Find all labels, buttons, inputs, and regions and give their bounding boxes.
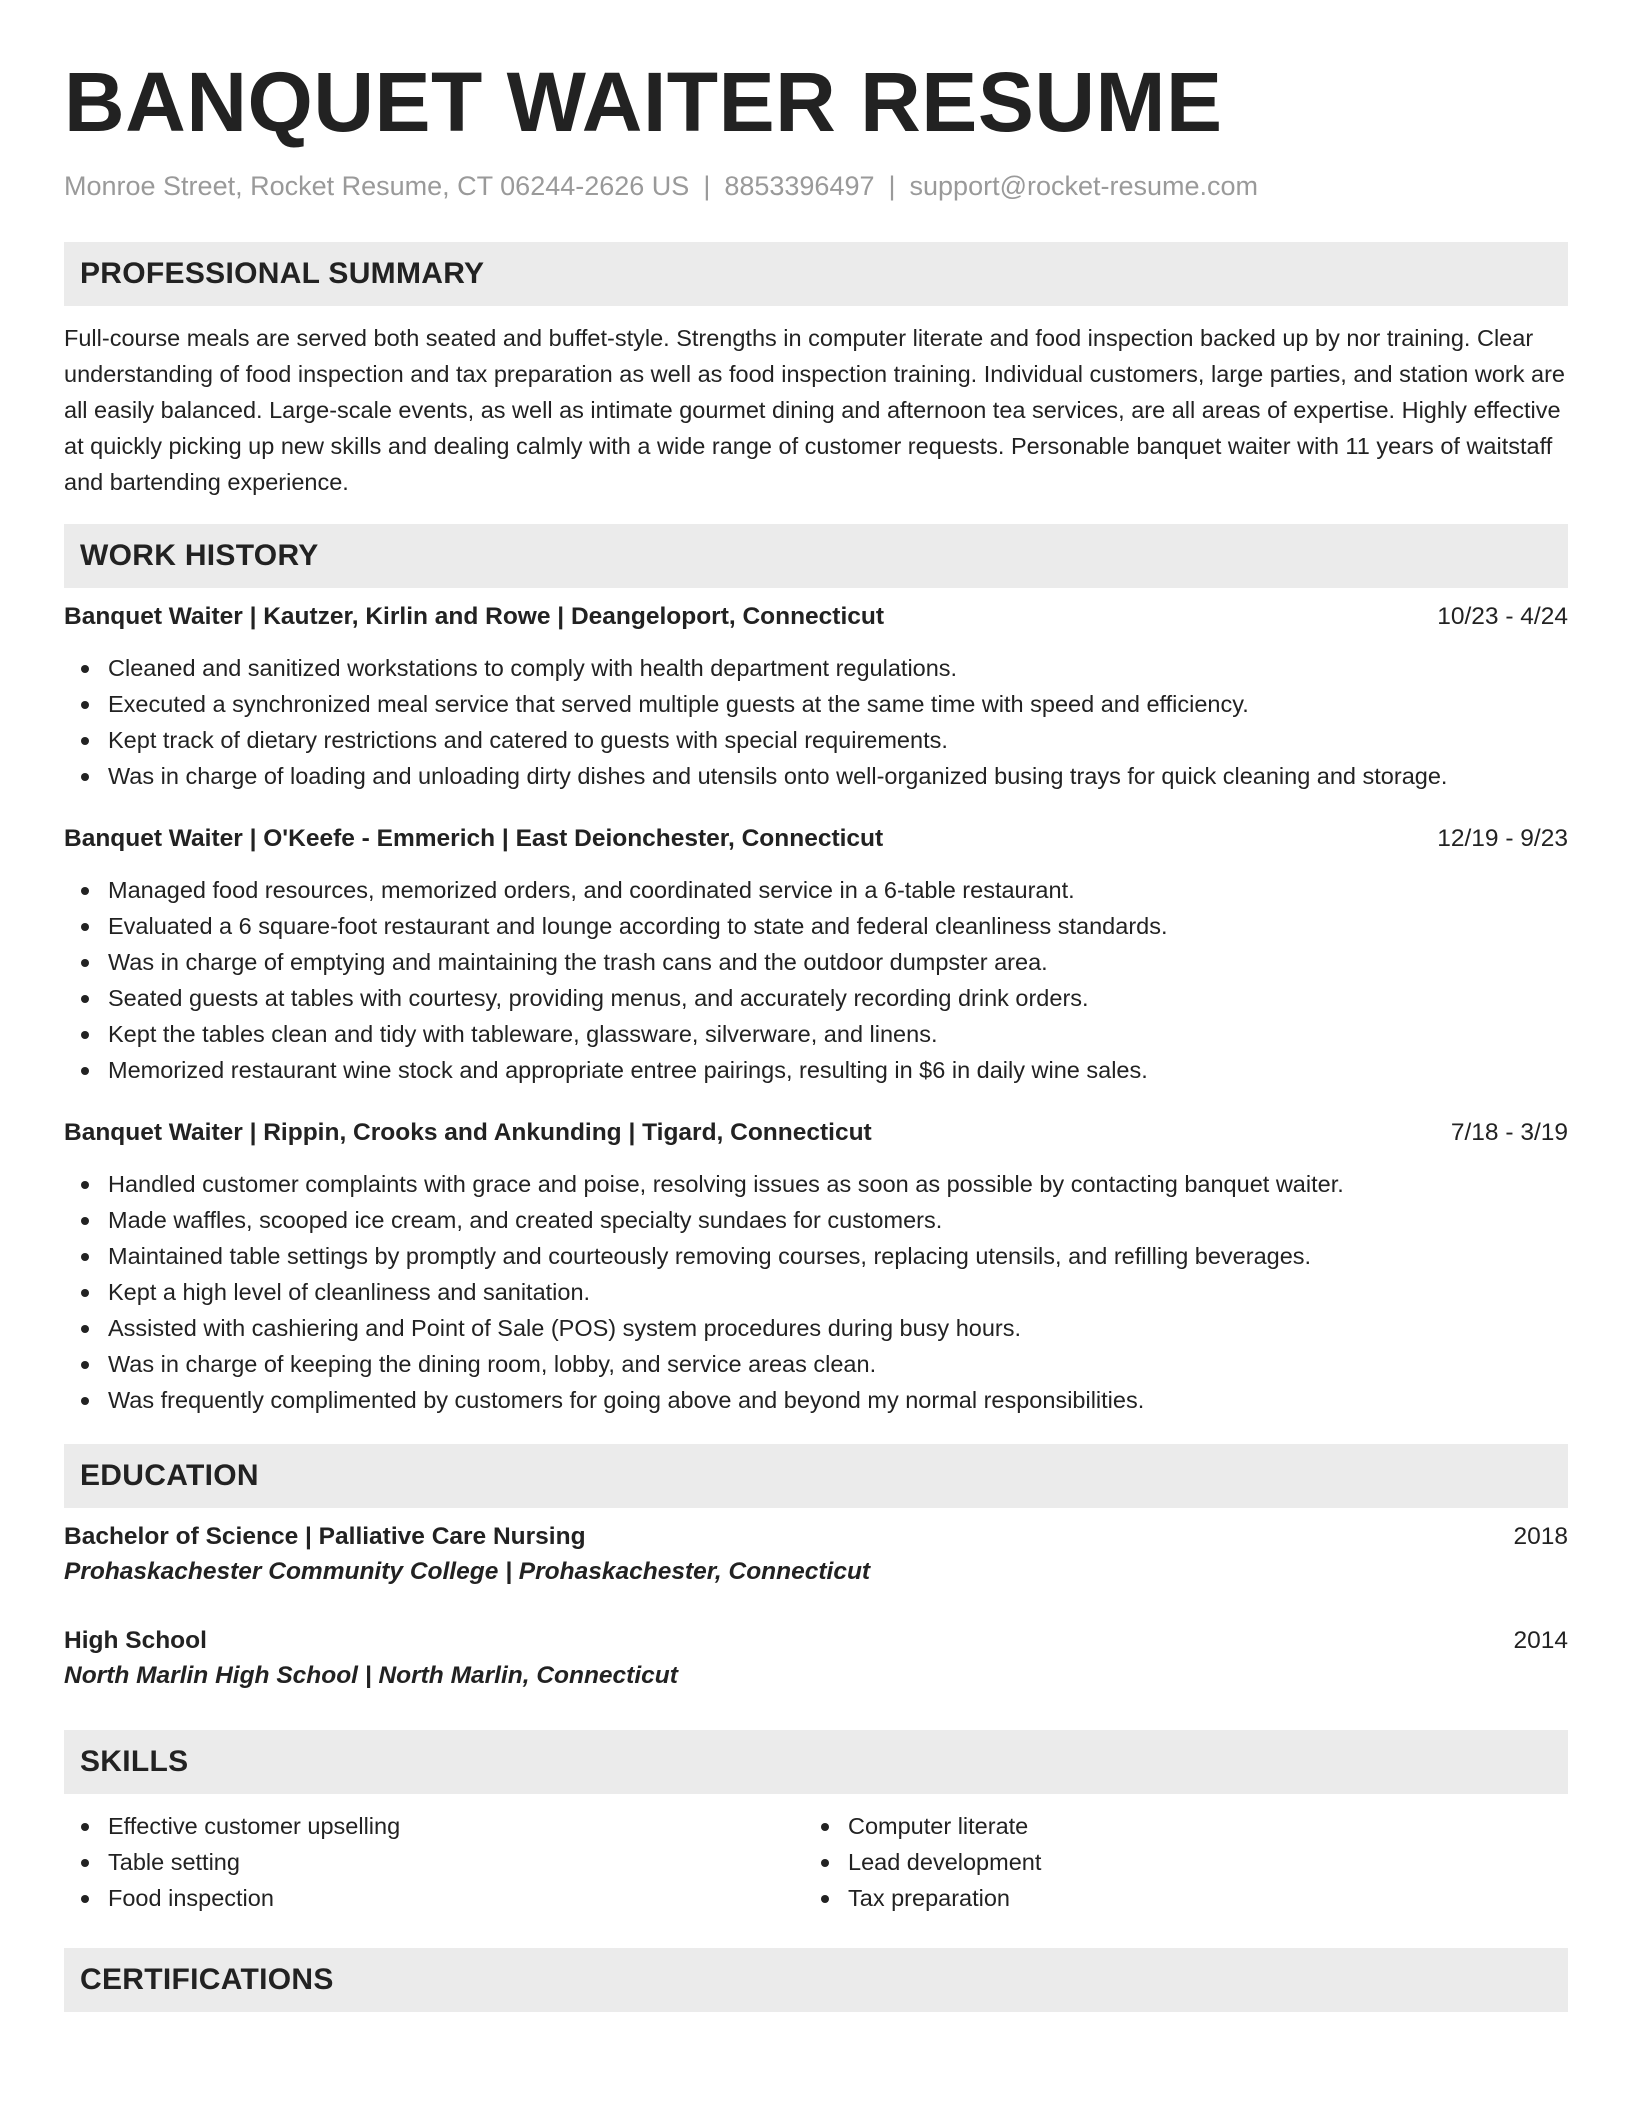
job-bullets: [64, 1166, 1568, 1418]
education-header: [64, 1624, 1568, 1658]
skill-item: Lead development: [804, 1844, 1544, 1880]
list-item: Kept track of dietary restrictions and catered to guests with special requirements.: [64, 722, 1568, 758]
education-degree: Bachelor of Science | Palliative Care Nursing: [64, 1523, 586, 1550]
list-item: Executed a synchronized meal service that served multiple guests at the same time with speed and efficiency.: [64, 686, 1568, 722]
job-dates: 12/19 - 9/23: [1437, 825, 1568, 852]
education-header: [64, 1520, 1568, 1554]
list-item: Was in charge of keeping the dining room, lobby, and service areas clean.: [64, 1346, 1568, 1382]
education-school: North Marlin High School | North Marlin, Connecticut: [64, 1662, 678, 1689]
list-item: Kept a high level of cleanliness and sanitation.: [64, 1274, 1568, 1310]
job-title: Banquet Waiter | O'Keefe - Emmerich | East Deionchester, Connecticut: [64, 825, 884, 852]
skills-list: [64, 1808, 1568, 1916]
job-dates: 7/18 - 3/19: [1450, 1119, 1568, 1146]
skill-item: Tax preparation: [804, 1880, 1544, 1916]
job-header: [64, 600, 1568, 634]
section-heading-summary: PROFESSIONAL SUMMARY: [64, 242, 1568, 306]
contact-phone: 8853396497: [724, 171, 875, 201]
skills-column-right: [804, 1808, 1544, 1916]
education-school: Prohaskachester Community College | Prohaskachester, Connecticut: [64, 1558, 871, 1585]
skill-item: Table setting: [64, 1844, 804, 1880]
education-degree: High School: [64, 1627, 207, 1654]
job-header: [64, 822, 1568, 856]
skills-column-left: [64, 1808, 804, 1916]
skill-item: Computer literate: [804, 1808, 1544, 1844]
education-entry: [64, 1520, 1568, 1590]
job-bullets: [64, 650, 1568, 794]
list-item: Evaluated a 6 square-foot restaurant and lounge according to state and federal cleanliness standards.: [64, 908, 1568, 944]
job-entry: [64, 1116, 1568, 1418]
list-item: Was in charge of emptying and maintaining the trash cans and the outdoor dumpster area.: [64, 944, 1568, 980]
job-entry: [64, 822, 1568, 1088]
section-heading-work-history: WORK HISTORY: [64, 524, 1568, 588]
contact-email: support@rocket-resume.com: [909, 171, 1259, 201]
job-bullets: [64, 872, 1568, 1088]
summary-text: Full-course meals are served both seated and buffet-style. Strengths in computer literate and food inspection backed up by nor training. Clear understanding of food inspection and tax preparation as well as food inspection training. Individual customers, large parties, and station work are all easily balanced. Large-scale events, as well as intimate gourmet dining and afternoon tea services, are all areas of expertise. Highly effective at quickly picking up new skills and dealing calmly with a wide range of customer requests. Personable banquet waiter with 11 years of waitstaff and bartending experience.: [64, 325, 1565, 495]
list-item: Managed food resources, memorized orders, and coordinated service in a 6-table restaurant.: [64, 872, 1568, 908]
job-title: Banquet Waiter | Kautzer, Kirlin and Rowe | Deangeloport, Connecticut: [64, 603, 885, 630]
education-entry: [64, 1624, 1568, 1694]
section-heading-certifications: CERTIFICATIONS: [64, 1948, 1568, 2012]
section-heading-education: EDUCATION: [64, 1444, 1568, 1508]
list-item: Was in charge of loading and unloading dirty dishes and utensils onto well-organized busing trays for quick cleaning and storage.: [64, 758, 1568, 794]
contact-separator: |: [703, 171, 711, 201]
list-item: Made waffles, scooped ice cream, and created specialty sundaes for customers.: [64, 1202, 1568, 1238]
contact-address: Monroe Street, Rocket Resume, CT 06244-2626 US: [64, 171, 690, 201]
list-item: Was frequently complimented by customers for going above and beyond my normal responsibilities.: [64, 1382, 1568, 1418]
resume-title: BANQUET WAITER RESUME: [64, 55, 1223, 149]
job-title: Banquet Waiter | Rippin, Crooks and Ankunding | Tigard, Connecticut: [64, 1119, 872, 1146]
job-header: [64, 1116, 1568, 1150]
list-item: Handled customer complaints with grace and poise, resolving issues as soon as possible by contacting banquet waiter.: [64, 1166, 1568, 1202]
list-item: Cleaned and sanitized workstations to comply with health department regulations.: [64, 650, 1568, 686]
job-entry: [64, 600, 1568, 794]
contact-separator: |: [888, 171, 896, 201]
job-dates: 10/23 - 4/24: [1437, 603, 1568, 630]
list-item: Assisted with cashiering and Point of Sale (POS) system procedures during busy hours.: [64, 1310, 1568, 1346]
contact-line: [64, 168, 1568, 204]
list-item: Kept the tables clean and tidy with tableware, glassware, silverware, and linens.: [64, 1016, 1568, 1052]
education-year: 2018: [1513, 1523, 1568, 1550]
list-item: Memorized restaurant wine stock and appropriate entree pairings, resulting in $6 in daily wine sales.: [64, 1052, 1568, 1088]
section-heading-skills: SKILLS: [64, 1730, 1568, 1794]
list-item: Seated guests at tables with courtesy, providing menus, and accurately recording drink orders.: [64, 980, 1568, 1016]
skill-item: Effective customer upselling: [64, 1808, 804, 1844]
education-year: 2014: [1513, 1627, 1568, 1654]
list-item: Maintained table settings by promptly and courteously removing courses, replacing utensils, and refilling beverages.: [64, 1238, 1568, 1274]
skill-item: Food inspection: [64, 1880, 804, 1916]
